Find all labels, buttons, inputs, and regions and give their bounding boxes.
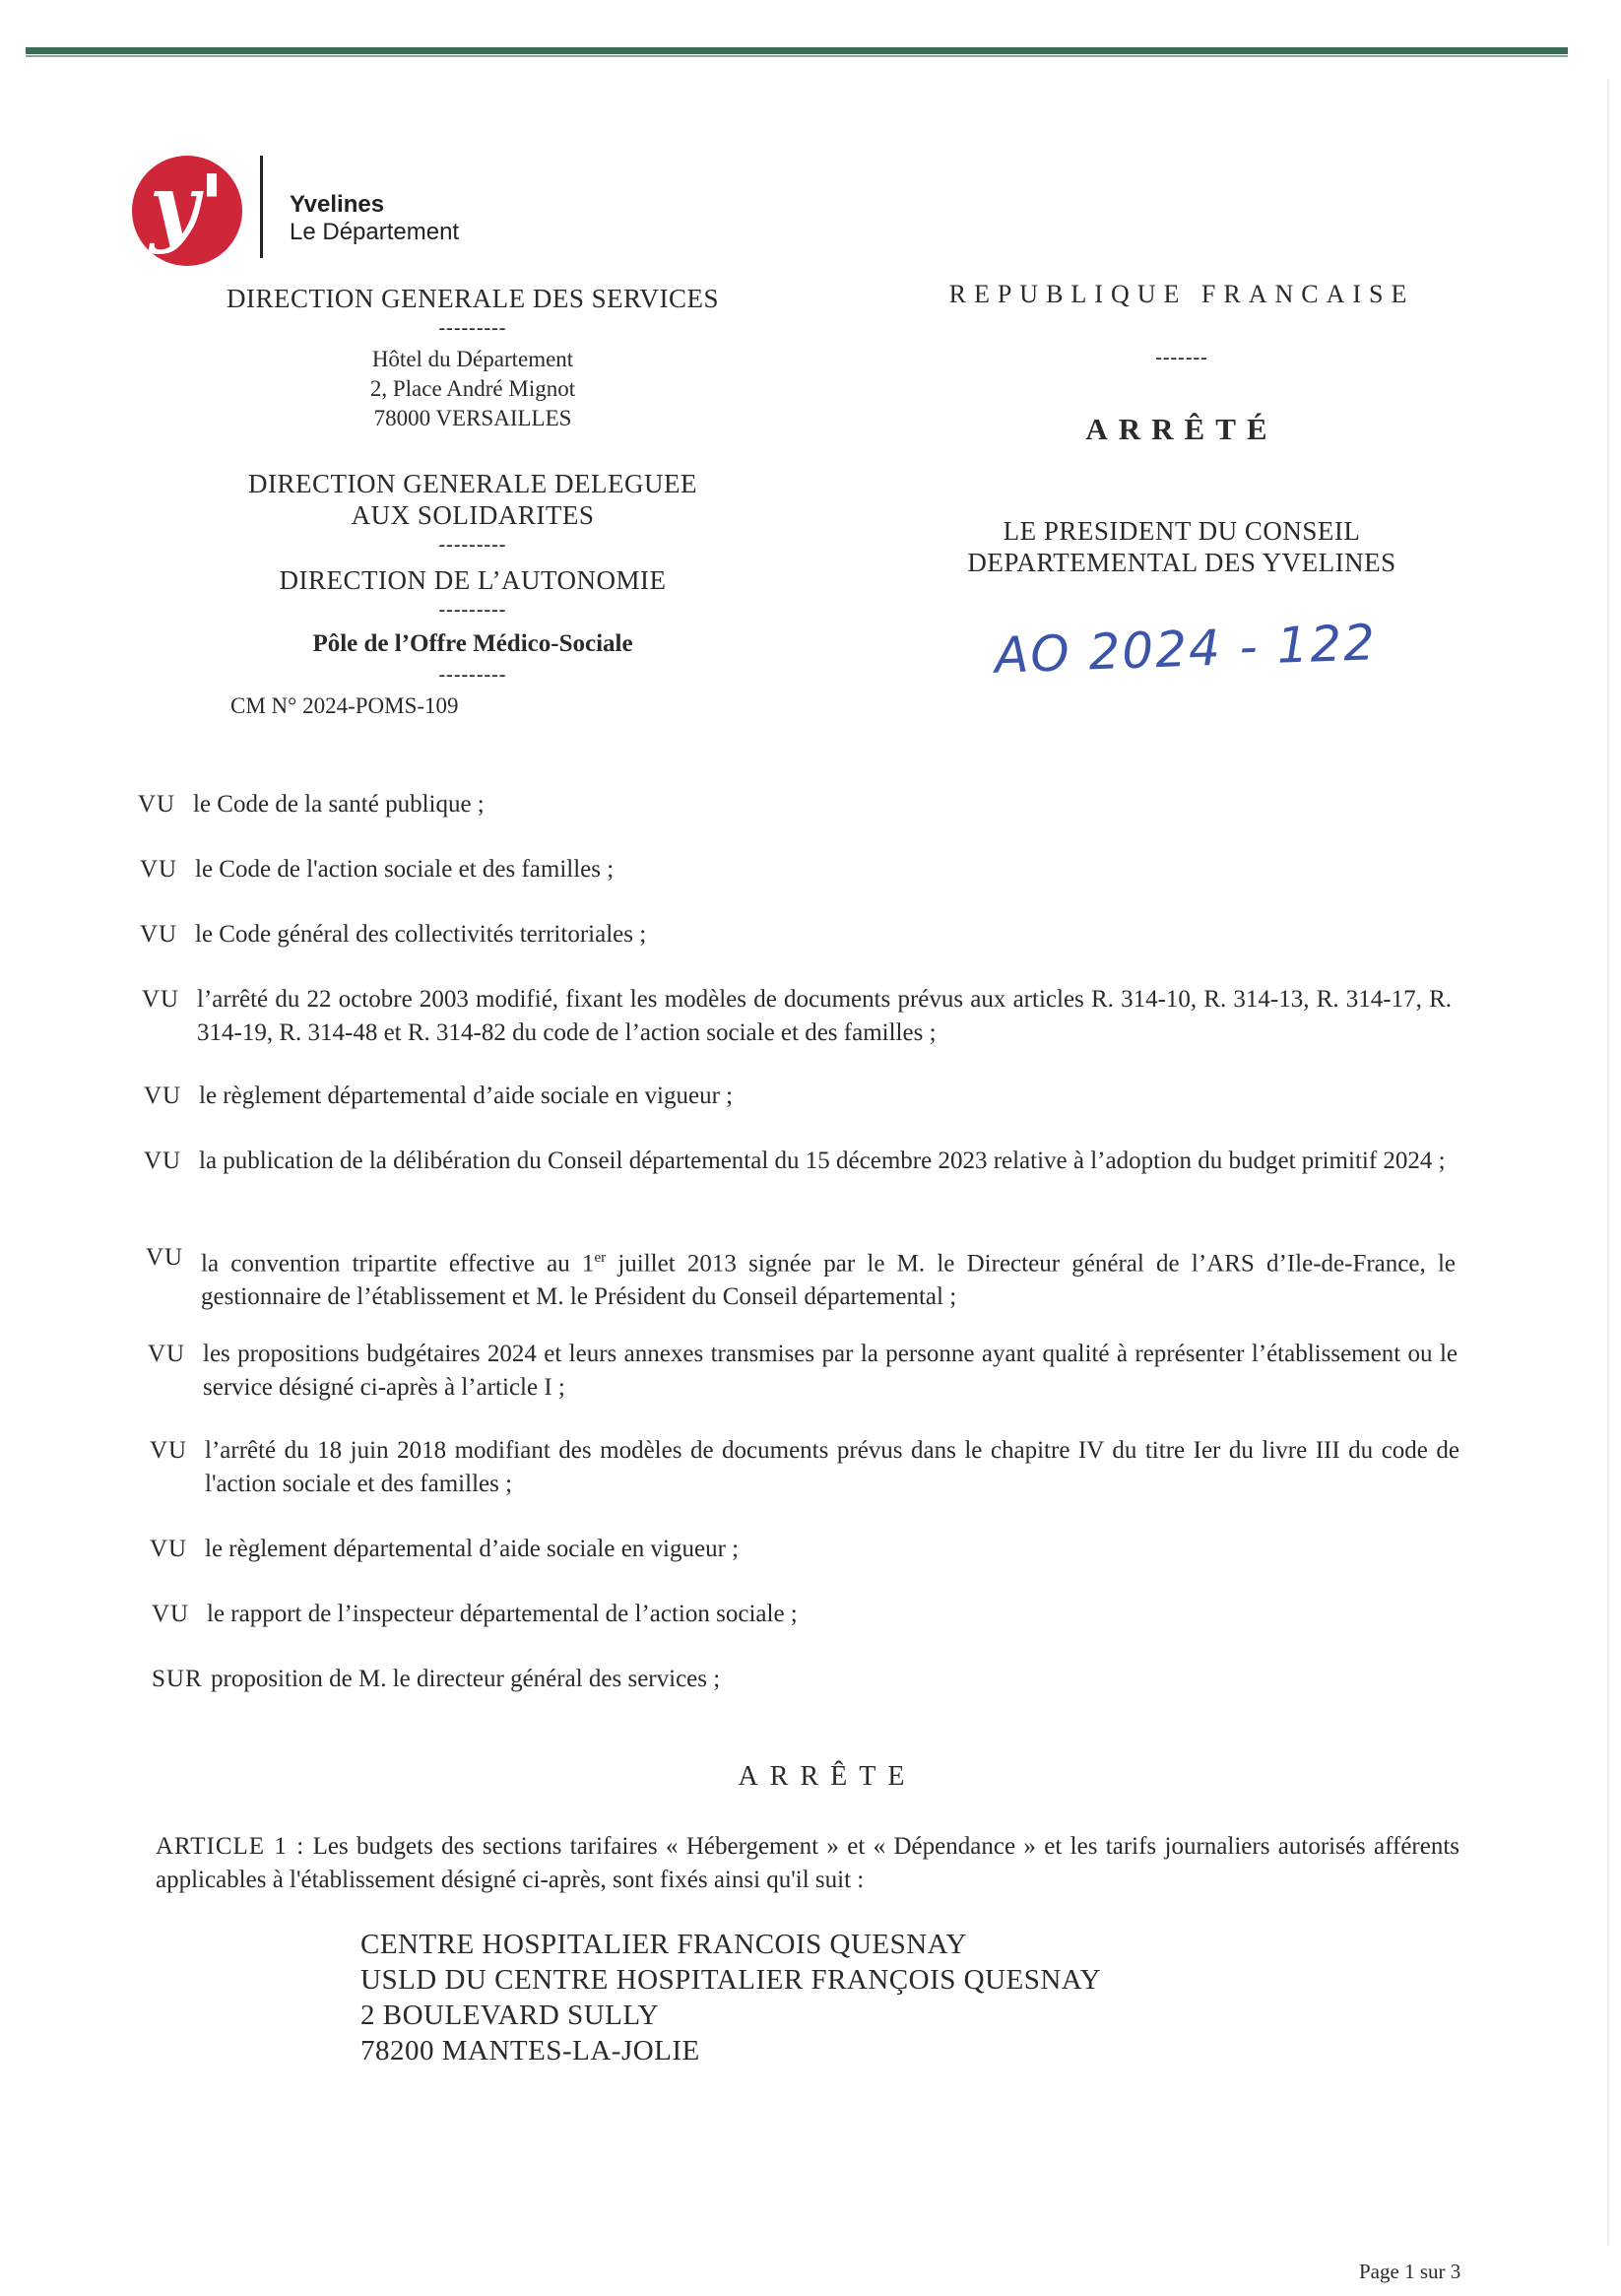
address-line-2: 2, Place André Mignot <box>369 376 576 401</box>
visa-text-part: juillet 2013 signée par le M. le Directeur général de l’ARS d’Ile-de-France, le gestionnaire de l’établissement et M. le Président du Conseil départemental ; <box>201 1250 1456 1311</box>
visa-text: l’arrêté du 18 juin 2018 modifiant des modèles de documents prévus dans le chapitre IV du titre Ier du livre III du code de l'action sociale et des familles ; <box>205 1437 1459 1497</box>
visa-text: le Code général des collectivités territoriales ; <box>195 921 647 948</box>
separator: --------- <box>438 664 507 686</box>
page-number: Page 1 sur 3 <box>1359 2260 1461 2283</box>
visa-word: VU <box>144 1082 182 1109</box>
direction-heading: DIRECTION DE L’AUTONOMIE <box>279 565 667 595</box>
visa-word: VU <box>142 986 180 1013</box>
article-1 <box>156 1830 1459 1897</box>
visa-word: SUR <box>152 1666 203 1692</box>
visa-row <box>140 853 1450 886</box>
visa-word: VU <box>146 1244 184 1271</box>
visa-row <box>142 983 1452 1050</box>
logo-subtitle: Le Département <box>290 219 460 245</box>
visa-text: le Code de la santé publique ; <box>193 791 485 818</box>
visa-text: le Code de l'action sociale et des familles ; <box>195 856 615 883</box>
arrete-heading: ARRÊTE <box>738 1761 917 1792</box>
visa-word: VU <box>140 921 178 948</box>
visa-text: les propositions budgétaires 2024 et leurs annexes transmises par la personne ayant qualité à représenter l’établissement ou le service désigné ci-après à l’article I ; <box>203 1341 1458 1401</box>
visa-word: VU <box>138 791 176 818</box>
address-line-3: 78000 VERSAILLES <box>373 406 572 430</box>
visa-row <box>138 788 1448 821</box>
establishment-line: USLD DU CENTRE HOSPITALIER FRANÇOIS QUESNAY <box>360 1964 1102 1996</box>
dgs-heading: DIRECTION GENERALE DES SERVICES <box>226 284 720 313</box>
top-rule <box>26 47 1568 54</box>
dgd-heading-line-1: DIRECTION GENERALE DELEGUEE <box>248 469 697 498</box>
logo-glyph: y' <box>149 157 226 256</box>
article-text: Les budgets des sections tarifaires « Hébergement » et « Dépendance » et les tarifs journaliers autorisés afférents applicables à l'établissement désigné ci-après, sont fixés ainsi qu'il suit : <box>156 1833 1460 1893</box>
visa-word: VU <box>140 856 178 883</box>
article-label: ARTICLE 1 : <box>156 1833 305 1860</box>
visa-row <box>140 918 1450 951</box>
scan-edge <box>1607 79 1609 2246</box>
visa-word: VU <box>148 1341 186 1367</box>
visa-row <box>144 1145 1454 1178</box>
republique-heading: REPUBLIQUE FRANCAISE <box>948 280 1415 308</box>
establishment-line: 2 BOULEVARD SULLY <box>360 2000 660 2031</box>
logo-divider <box>260 156 263 258</box>
separator: --------- <box>438 317 507 339</box>
president-line-1: LE PRESIDENT DU CONSEIL <box>1003 516 1361 546</box>
top-rule-thin <box>26 55 1568 57</box>
dgd-heading-line-2: AUX SOLIDARITES <box>351 500 595 530</box>
separator: --------- <box>438 534 507 556</box>
visa-text: le règlement départemental d’aide sociale en vigueur ; <box>199 1082 734 1109</box>
visa-row <box>146 1241 1456 1314</box>
visa-word: VU <box>150 1437 188 1464</box>
visa-text: l’arrêté du 22 octobre 2003 modifié, fixant les modèles de documents prévus aux articles R. 314-10, R. 314-13, R. 314-17, R. 314-19, R. 314-48 et R. 314-82 du code de l’action sociale et des familles ; <box>197 986 1452 1046</box>
handwritten-act-number: AO 2024 - 122 <box>994 614 1378 685</box>
visa-row <box>150 1434 1459 1501</box>
visa-row <box>144 1080 1454 1113</box>
establishment-line: 78200 MANTES-LA-JOLIE <box>360 2035 700 2066</box>
establishment-line: CENTRE HOSPITALIER FRANCOIS QUESNAY <box>360 1929 967 1960</box>
visa-word: VU <box>144 1148 182 1174</box>
reference-number: CM N° 2024-POMS-109 <box>230 693 459 718</box>
visa-row <box>152 1663 1461 1696</box>
address-line-1: Hôtel du Département <box>371 347 574 371</box>
separator: --------- <box>438 599 507 621</box>
visa-text: la publication de la délibération du Conseil départemental du 15 décembre 2023 relative à l’adoption du budget primitif 2024 ; <box>199 1148 1446 1174</box>
visa-row <box>152 1598 1461 1631</box>
logo-name: Yvelines <box>290 191 385 218</box>
visa-word: VU <box>150 1536 188 1562</box>
visa-text: proposition de M. le directeur général des services ; <box>211 1666 721 1692</box>
pole-heading: Pôle de l’Offre Médico-Sociale <box>312 630 633 657</box>
visa-word: VU <box>152 1601 190 1627</box>
arrete-title: ARRÊTÉ <box>1085 412 1278 446</box>
visa-text <box>201 1241 1456 1314</box>
visa-row <box>148 1338 1458 1405</box>
separator: ------- <box>1155 347 1208 368</box>
visa-text-part: la convention tripartite effective au 1 <box>201 1250 595 1278</box>
president-line-2: DEPARTEMENTAL DES YVELINES <box>967 548 1396 577</box>
visa-text: le rapport de l’inspecteur départemental de l’action sociale ; <box>207 1601 798 1627</box>
yvelines-logo <box>132 156 460 266</box>
ordinal-suffix: er <box>594 1250 607 1266</box>
visa-row <box>150 1533 1459 1566</box>
visa-text: le règlement départemental d’aide sociale en vigueur ; <box>205 1536 740 1562</box>
